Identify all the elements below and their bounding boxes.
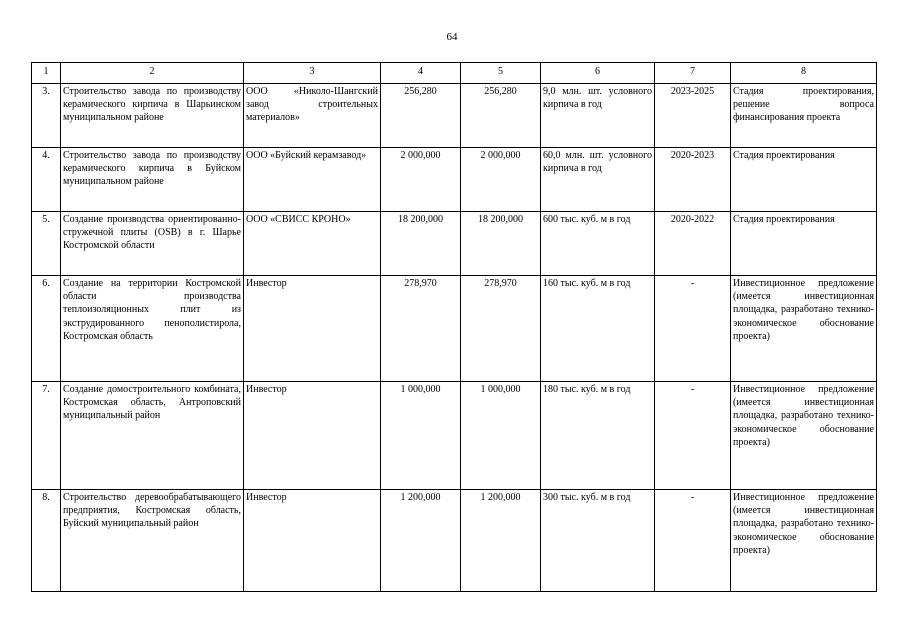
table-row	[32, 276, 877, 382]
project-name-cell: Строительство деревообрабатывающего предприятия, Костромская область, Буйский муниципальный район	[61, 490, 244, 592]
table-row	[32, 84, 877, 148]
header-cell: 2	[61, 63, 244, 84]
investment-total-cell: 18 200,000	[381, 212, 461, 276]
project-status-cell: Инвестиционное предложение (имеется инвестиционная площадка, разработано технико-экономическое обоснование проекта)	[731, 490, 877, 592]
executor-cell: ООО «СВИСС КРОНО»	[244, 212, 381, 276]
header-cell: 7	[655, 63, 731, 84]
implementation-years-cell: 2020-2022	[655, 212, 731, 276]
investment-total-cell: 278,970	[381, 276, 461, 382]
project-status-cell: Стадия проектирования	[731, 212, 877, 276]
implementation-years-cell: 2023-2025	[655, 84, 731, 148]
table-row	[32, 212, 877, 276]
implementation-years-cell: -	[655, 490, 731, 592]
header-cell: 8	[731, 63, 877, 84]
investment-total-cell: 2 000,000	[381, 148, 461, 212]
table-row	[32, 382, 877, 490]
investment-total-cell: 1 200,000	[381, 490, 461, 592]
row-number-cell: 8.	[32, 490, 61, 592]
executor-cell: ООО «Буйский керамзавод»	[244, 148, 381, 212]
project-status-cell: Инвестиционное предложение (имеется инвестиционная площадка, разработано технико-экономическое обоснование проекта)	[731, 382, 877, 490]
capacity-cell: 600 тыс. куб. м в год	[541, 212, 655, 276]
project-status-cell: Стадия проектирования, решение вопроса финансирования проекта	[731, 84, 877, 148]
investment-total-cell: 1 000,000	[381, 382, 461, 490]
row-number-cell: 5.	[32, 212, 61, 276]
investment-planned-cell: 256,280	[461, 84, 541, 148]
investment-planned-cell: 1 000,000	[461, 382, 541, 490]
row-number-cell: 3.	[32, 84, 61, 148]
implementation-years-cell: -	[655, 276, 731, 382]
capacity-cell: 300 тыс. куб. м в год	[541, 490, 655, 592]
header-cell: 3	[244, 63, 381, 84]
investment-planned-cell: 1 200,000	[461, 490, 541, 592]
table-row	[32, 148, 877, 212]
project-name-cell: Строительство завода по производству керамического кирпича в Шарьинском муниципальном районе	[61, 84, 244, 148]
project-name-cell: Создание производства ориентированно-стружечной плиты (OSB) в г. Шарье Костромской области	[61, 212, 244, 276]
capacity-cell: 160 тыс. куб. м в год	[541, 276, 655, 382]
project-name-cell: Создание на территории Костромской области производства теплоизоляционных плит из экструдированного пенополистирола, Костромская область	[61, 276, 244, 382]
executor-cell: ООО «Николо-Шангский завод строительных материалов»	[244, 84, 381, 148]
project-name-cell: Строительство завода по производству керамического кирпича в Буйском муниципальном районе	[61, 148, 244, 212]
capacity-cell: 60,0 млн. шт. условного кирпича в год	[541, 148, 655, 212]
capacity-cell: 9,0 млн. шт. условного кирпича в год	[541, 84, 655, 148]
executor-cell: Инвестор	[244, 490, 381, 592]
row-number-cell: 7.	[32, 382, 61, 490]
investment-planned-cell: 278,970	[461, 276, 541, 382]
projects-table	[31, 62, 877, 592]
investment-planned-cell: 2 000,000	[461, 148, 541, 212]
executor-cell: Инвестор	[244, 276, 381, 382]
project-status-cell: Инвестиционное предложение (имеется инвестиционная площадка, разработано технико-экономическое обоснование проекта)	[731, 276, 877, 382]
header-row	[32, 63, 877, 84]
page-number: 64	[446, 31, 458, 43]
header-cell: 5	[461, 63, 541, 84]
investment-total-cell: 256,280	[381, 84, 461, 148]
header-cell: 4	[381, 63, 461, 84]
capacity-cell: 180 тыс. куб. м в год	[541, 382, 655, 490]
implementation-years-cell: 2020-2023	[655, 148, 731, 212]
header-cell: 1	[32, 63, 61, 84]
row-number-cell: 4.	[32, 148, 61, 212]
row-number-cell: 6.	[32, 276, 61, 382]
project-status-cell: Стадия проектирования	[731, 148, 877, 212]
project-name-cell: Создание домостроительного комбината, Костромская область, Антроповский муниципальный район	[61, 382, 244, 490]
table-row	[32, 490, 877, 592]
executor-cell: Инвестор	[244, 382, 381, 490]
header-cell: 6	[541, 63, 655, 84]
investment-planned-cell: 18 200,000	[461, 212, 541, 276]
implementation-years-cell: -	[655, 382, 731, 490]
